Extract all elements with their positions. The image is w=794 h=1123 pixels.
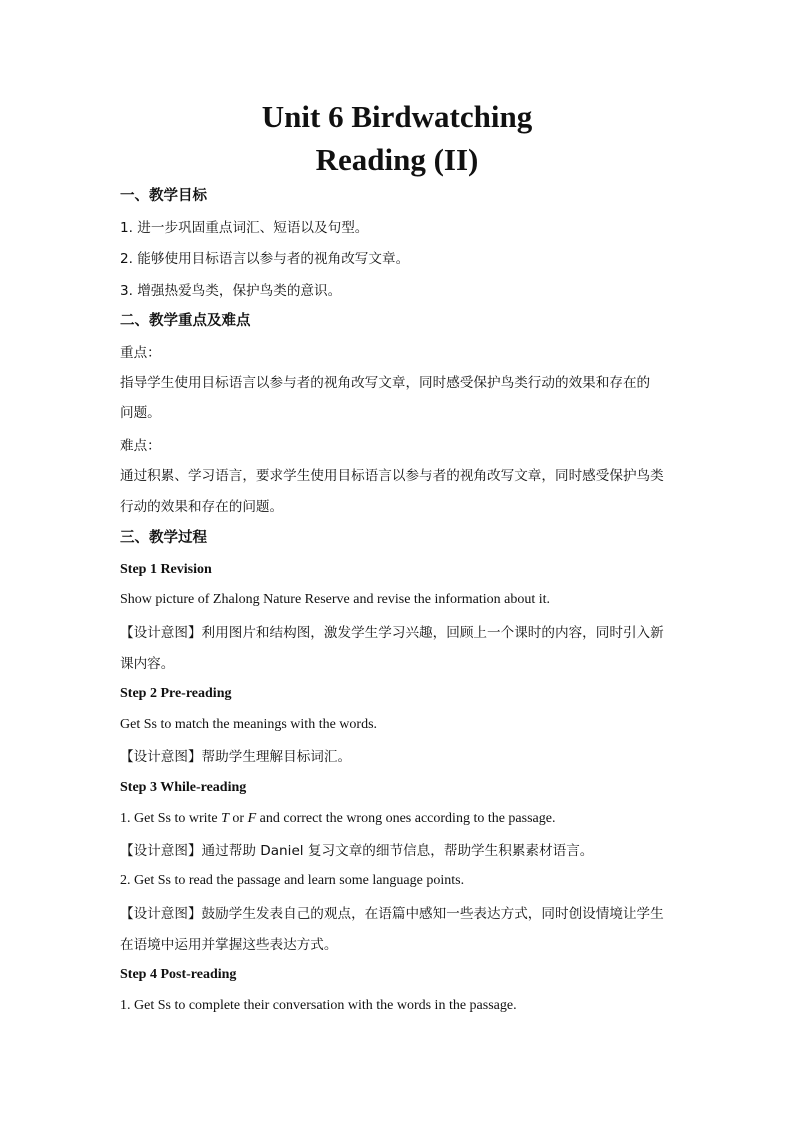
objective-item: 1. 进一步巩固重点词汇、短语以及句型。 xyxy=(120,220,369,236)
difficulty-text-line: 通过积累、学习语言，要求学生使用目标语言以参与者的视角改写文章，同时感受保护鸟类 xyxy=(120,468,664,484)
key-label: 重点： xyxy=(120,345,161,361)
step1-title: Step 1 Revision xyxy=(120,562,212,577)
step3-intent1: 【设计意图】通过帮助 Daniel 复习文章的细节信息，帮助学生积累素材语言。 xyxy=(120,843,594,859)
objective-item: 3. 增强热爱鸟类，保护鸟类的意识。 xyxy=(120,283,342,299)
objective-item: 2. 能够使用目标语言以参与者的视角改写文章。 xyxy=(120,251,410,267)
step2-text: Get Ss to match the meanings with the words. xyxy=(120,717,378,732)
document-subtitle: Reading (II) xyxy=(315,142,479,177)
step1-intent-line: 【设计意图】利用图片和结构图，激发学生学习兴趣，回顾上一个课时的内容，同时引入新 xyxy=(120,625,664,641)
section-heading-key-points: 二、教学重点及难点 xyxy=(120,313,251,329)
key-text-line: 指导学生使用目标语言以参与者的视角改写文章，同时感受保护鸟类行动的效果和存在的 xyxy=(120,375,651,391)
step3-item1 xyxy=(120,809,680,829)
key-text-line: 问题。 xyxy=(120,405,161,421)
step3-item1-or: or xyxy=(228,811,248,826)
true-marker: T xyxy=(221,811,229,826)
step2-title: Step 2 Pre-reading xyxy=(120,686,232,701)
step3-intent2-line: 在语境中运用并掌握这些表达方式。 xyxy=(120,937,338,953)
step3-item1-pre: 1. Get Ss to write xyxy=(120,811,222,826)
document-title: Unit 6 Birdwatching xyxy=(261,99,533,134)
step3-title: Step 3 While-reading xyxy=(120,780,247,795)
difficulty-label: 难点： xyxy=(120,438,161,454)
section-heading-process: 三、教学过程 xyxy=(120,530,207,546)
step4-item1: 1. Get Ss to complete their conversation with the words in the passage. xyxy=(120,998,517,1013)
difficulty-text-line: 行动的效果和存在的问题。 xyxy=(120,499,284,515)
step1-intent-line: 课内容。 xyxy=(120,656,175,672)
section-heading-objectives: 一、教学目标 xyxy=(120,188,207,204)
step1-text: Show picture of Zhalong Nature Reserve and revise the information about it. xyxy=(120,592,550,607)
step3-intent2-line: 【设计意图】鼓励学生发表自己的观点，在语篇中感知一些表达方式，同时创设情境让学生 xyxy=(120,906,664,922)
step3-item2: 2. Get Ss to read the passage and learn some language points. xyxy=(120,873,465,888)
step3-item1-post: and correct the wrong ones according to the passage. xyxy=(256,811,556,826)
false-marker: F xyxy=(247,811,257,826)
step2-intent: 【设计意图】帮助学生理解目标词汇。 xyxy=(120,749,352,765)
step4-title: Step 4 Post-reading xyxy=(120,967,237,982)
